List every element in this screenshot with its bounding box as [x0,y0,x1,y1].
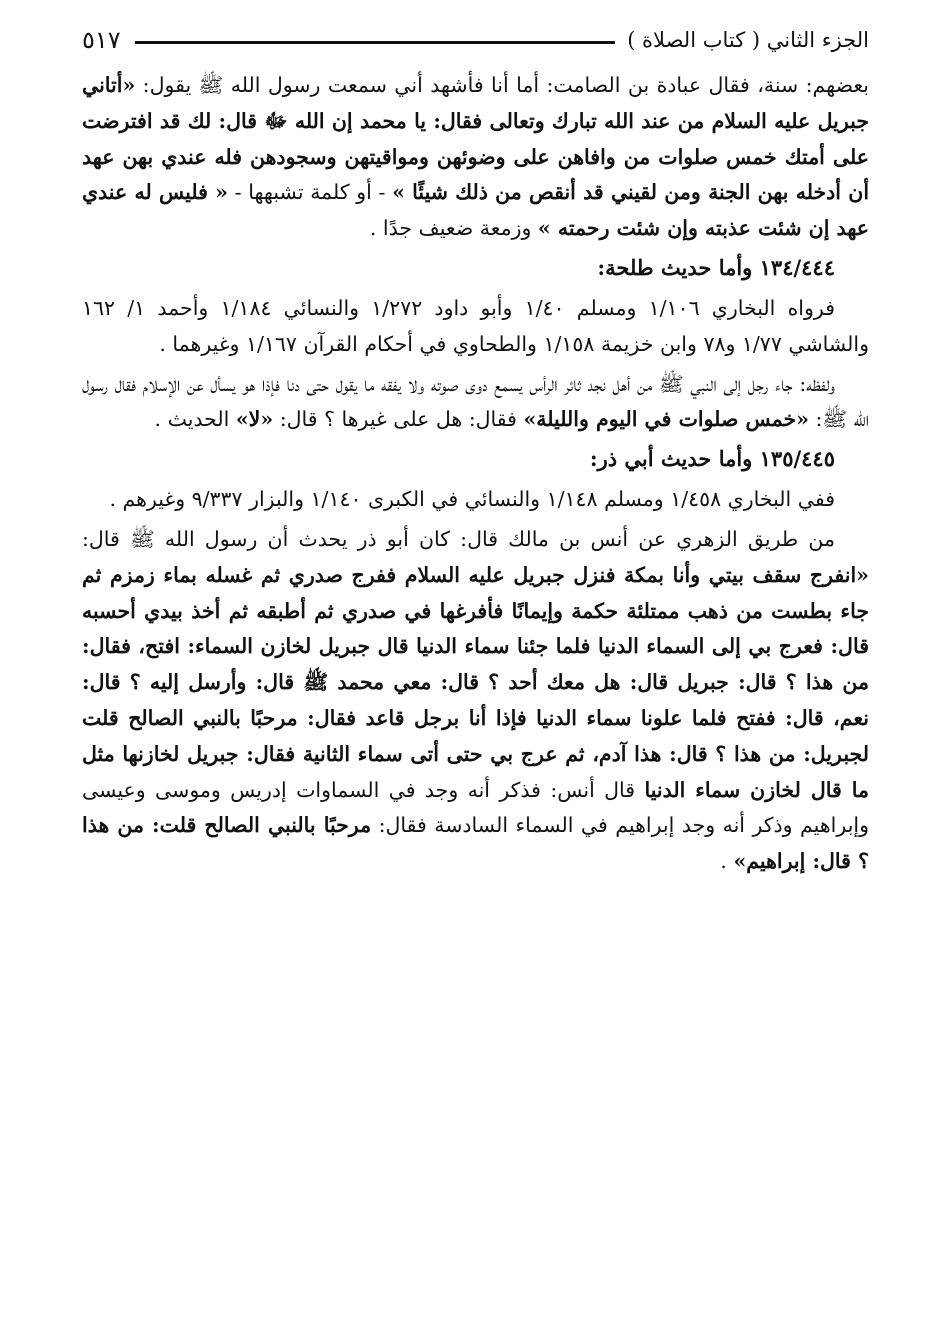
section-heading-talha: ١٣٤/٤٤٤ وأما حديث طلحة: [597,254,835,280]
page-content [82,68,869,880]
text-run: ففي البخاري ١/٤٥٨ ومسلم ١/١٤٨ والنسائي في الكبرى ١/١٤٠ والبزار ٩/٣٣٧ وغيرهم . [109,487,835,512]
hadith-quote: «لا» [235,407,274,432]
running-header [82,22,869,58]
text-run: فقال: هل على غيرها ؟ قال: [273,407,524,432]
header-rule [135,41,616,44]
paragraph-2 [82,291,869,363]
text-run: بعضهم: سنة، فقال عبادة بن الصامت: أما أنا فأشهد أني سمعت رسول الله ﷺ يقول: [135,73,869,97]
text-run: من طريق الزهري عن أنس بن مالك قال: كان أبو ذر يحدث أن رسول الله ﷺ قال: [82,526,835,551]
text-run: وزمعة ضعيف جدًا . [369,216,538,241]
page-number: ٥١٧ [82,26,121,54]
book-page [82,22,869,1312]
text-run: . [720,849,734,874]
section-heading-abu-dharr: ١٣٥/٤٤٥ وأما حديث أبي ذر: [589,446,835,472]
paragraph-1 [82,68,869,247]
hadith-quote: «خمس صلوات في اليوم والليلة» [523,407,809,432]
paragraph-4 [82,482,869,518]
hadith-quote: مرحبًا بالنبي الصالح قلت: من هذا ؟ قال: إبراهيم» [82,813,869,874]
hadith-quote: « فليس له عندي عهد إن شئت عذبته وإن شئت رحمته » [82,180,869,241]
hadith-quote: «انفرج سقف بيتي وأنا بمكة فنزل جبريل عليه السلام ففرج صدري ثم غسله بماء زمزم ثم جاء بطست من ذهب ممتلئة حكمة وإيمانًا فأفرغها في صدري ثم أطبقه ثم أخذ بيدي أحسبه قال: فعرج بي إلى السماء الدنيا فلما جئنا سماء الدنيا قال جبريل لخازن السماء: افتح، فقال: من هذا ؟ قال: جبريل قال: هل معك أحد ؟ قال: معي محمد ﷺ قال: وأرسل إليه ؟ قال: نعم، قال: ففتح فلما علونا سماء الدنيا فإذا أنا برجل قاعد فقال: مرحبًا بالنبي الصالح قلت لجبريل: من هذا ؟ قال: هذا آدم، ثم عرج بي حتى أتى سماء الثانية فقال: جبريل لخازنها مثل ما قال لخازن سماء الدنيا [82,562,869,802]
text-run: الحديث . [154,407,236,432]
paragraph-5 [82,522,869,880]
text-run: قال أنس: فذكر أنه وجد في السماوات إدريس وموسى وعيسى وإبراهيم وذكر أنه وجد إبراهيم في السماء السادسة فقال: [82,777,869,838]
hadith-quote: «أتاني جبريل عليه السلام من عند الله تبارك وتعالى فقال: يا محمد إن الله ﷻ قال: لك قد افترضت على أمتك خمس صلوات من وافاهن على وضوئهن ومواقيتهن وسجودهن فله عندي بهن عهد أن أدخله بهن الجنة ومن لقيني قد أنقص من ذلك شيئًا » [82,73,870,205]
text-run: فرواه البخاري ١/١٠٦ ومسلم ١/٤٠ وأبو داود ١/٢٧٢ والنسائي ١/١٨٤ وأحمد ١/ ١٦٢ والشاشي ١/٧٧ و٧٨ وابن خزيمة ١/١٥٨ والطحاوي في أحكام القرآن ١/١٦٧ وغيرهما . [82,295,869,356]
paragraph-3 [82,367,869,439]
text-run: - أو كلمة تشبهها - [228,180,393,205]
text-run: ولفظه: جاء رجل إلى النبي ﷺ من أهل نجد ثائر الرأس يسمع دوى صوته ولا يفقه ما يقول حتى دنا فإذا هو يسأل عن الإسلام فقال رسول الله ﷺ: [82,371,869,432]
header-title: الجزء الثاني ( كتاب الصلاة ) [627,28,869,52]
